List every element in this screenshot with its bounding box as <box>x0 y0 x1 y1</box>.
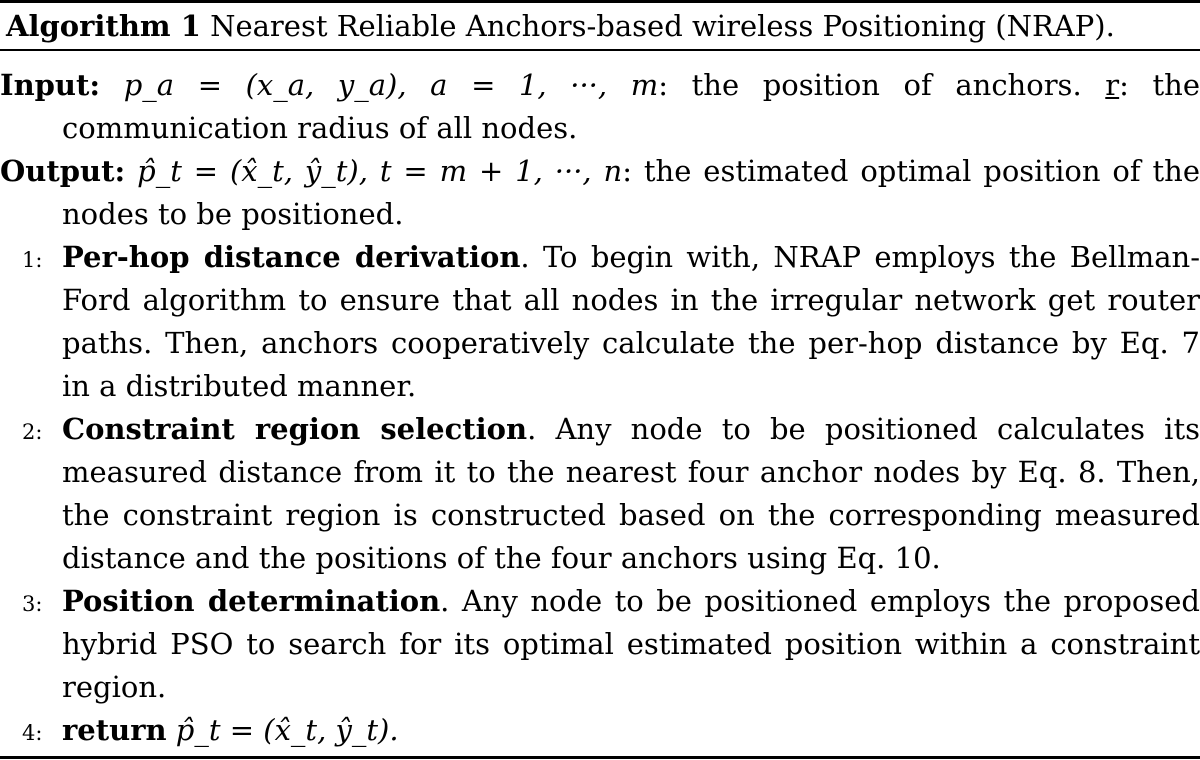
step-title: Position determination <box>62 584 441 618</box>
input-label: Input: <box>0 68 101 102</box>
output-line <box>0 150 1200 236</box>
input-text: : the position of anchors. <box>658 68 1082 102</box>
bottom-rule <box>0 756 1200 759</box>
step-text: . Any node to be positioned employs the proposed hybrid PSO to search for its optimal estimated position within a constraint region. <box>62 584 1200 704</box>
return-keyword: return <box>62 713 167 747</box>
step-2 <box>0 408 1200 580</box>
step-text: . Any node to be positioned calculates its measured distance from it to the nearest four anchor nodes by Eq. 8. Then, the constraint region is constructed based on the corresponding measured distance and the positions of the four anchors using Eq. 10. <box>62 412 1200 575</box>
algorithm-name: Nearest Reliable Anchors-based wireless Positioning (NRAP). <box>210 9 1115 43</box>
input-math: p_a = (x_a, y_a), a = 1, ···, m <box>123 68 659 102</box>
radius-text: : the communication radius of all nodes. <box>62 68 1200 145</box>
top-rule <box>0 0 1200 3</box>
step-number: 3: <box>22 592 43 616</box>
step-title: Constraint region selection <box>62 412 528 446</box>
step-3 <box>0 580 1200 709</box>
step-4 <box>0 709 1200 752</box>
return-math: p̂_t = (x̂_t, ŷ_t). <box>175 713 399 747</box>
algorithm-label: Algorithm 1 <box>6 9 201 43</box>
step-number: 2: <box>22 420 43 444</box>
output-text: : the estimated optimal position of the nodes to be positioned. <box>62 154 1200 231</box>
step-1 <box>0 236 1200 408</box>
algorithm-title <box>6 8 1200 44</box>
input-line <box>0 64 1200 150</box>
algorithm-body <box>0 64 1200 752</box>
step-number: 1: <box>22 248 43 272</box>
step-title: Per-hop distance derivation <box>62 240 521 274</box>
radius-symbol: r <box>1105 68 1120 102</box>
output-math: p̂_t = (x̂_t, ŷ_t), t = m + 1, ···, n <box>137 154 623 188</box>
title-rule <box>0 49 1200 51</box>
step-number: 4: <box>22 721 43 745</box>
step-text: . To begin with, NRAP employs the Bellman-Ford algorithm to ensure that all nodes in the irregular network get router paths. Then, anchors cooperatively calculate the per-hop distance by Eq. 7 in a distributed manner. <box>62 240 1200 403</box>
output-label: Output: <box>0 154 126 188</box>
